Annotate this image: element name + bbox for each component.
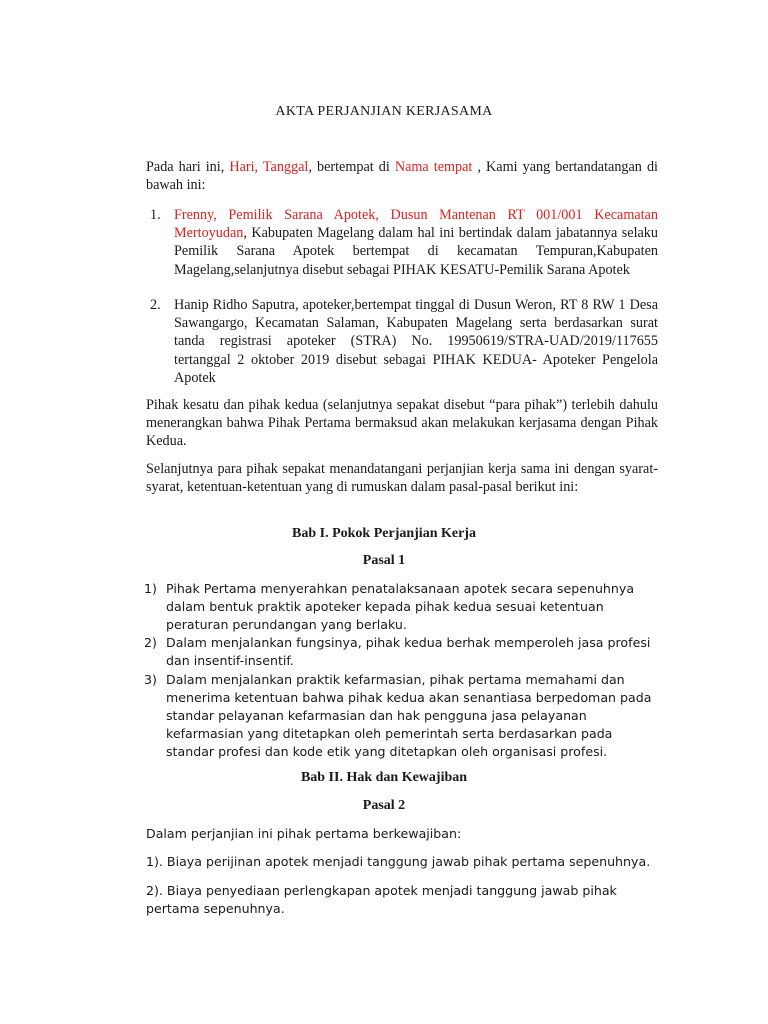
intro-text-1: Pada hari ini,	[146, 159, 230, 175]
intro-text-3: , Kami yang bertandatangan di bawah ini:	[146, 159, 658, 194]
list-number: 2)	[144, 635, 157, 650]
document-title: AKTA PERJANJIAN KERJASAMA	[275, 104, 493, 119]
party-1-red-text: Frenny, Pemilik Sarana Apotek, Dusun Mantenan RT 001/001 Kecamatan Mertoyudan	[174, 207, 658, 242]
pasal-1-item-2	[144, 634, 664, 670]
party-number: 2.	[150, 297, 161, 313]
list-number: 3)	[144, 672, 157, 687]
intro-place: Nama tempat	[394, 159, 473, 175]
pasal-1-item-3	[144, 671, 664, 761]
paragraph-para-pihak: Pihak kesatu dan pihak kedua (selanjutnya sepakat disebut “para pihak”) terlebih dahulu menerangkan bahwa Pihak Pertama bermaksud akan melakukan kerjasama dengan Pihak Kedua.	[146, 397, 658, 450]
intro-text-2: , bertempat di	[308, 159, 395, 175]
pasal-2-point-1: 1). Biaya perijinan apotek menjadi tanggung jawab pihak pertama sepenuhnya.	[146, 854, 651, 869]
party-number: 1.	[150, 207, 161, 223]
bab-2-heading: Bab II. Hak dan Kewajiban	[300, 770, 468, 785]
party-item-2	[146, 296, 658, 387]
pasal-2-heading: Pasal 2	[362, 798, 406, 813]
party-2-text: Hanip Ridho Saputra, apoteker,bertempat tinggal di Dusun Weron, RT 8 RW 1 Desa Sawangargo, Kecamatan Salaman, Kabupaten Magelang serta berdasarkan surat tanda registrasi apoteker (STRA) No. 19950619/STRA-UAD/2019/117655 tertanggal 2 oktober 2019 disebut sebagai PIHAK KEDUA- Apoteker Pengelola Apotek	[174, 297, 658, 386]
intro-paragraph	[146, 158, 658, 194]
bab-1-heading: Bab I. Pokok Perjanjian Kerja	[292, 526, 476, 541]
list-text: Pihak Pertama menyerahkan penatalaksanaan apotek secara sepenuhnya dalam bentuk praktik apoteker kepada pihak kedua sesuai ketentuan peraturan perundangan yang berlaku.	[166, 581, 635, 632]
list-text: Dalam menjalankan fungsinya, pihak kedua berhak memperoleh jasa profesi dan insentif-insentif.	[166, 635, 651, 668]
party-1-text: , Kabupaten Magelang dalam hal ini bertindak dalam jabatannya selaku Pemilik Sarana Apotek bertempat di kecamatan Tempuran,Kabupaten Magelang,selanjutnya disebut sebagai PIHAK KESATU-Pemilik Sarana Apotek	[174, 225, 658, 278]
party-item-1	[146, 206, 658, 279]
pasal-2-intro: Dalam perjanjian ini pihak pertama berkewajiban:	[146, 826, 462, 841]
list-number: 1)	[144, 581, 157, 596]
pasal-1-item-1	[144, 580, 664, 634]
list-text: Dalam menjalankan praktik kefarmasian, pihak pertama memahami dan menerima ketentuan bahwa pihak kedua akan senantiasa berpedoman pada standar pelayanan kefarmasian dan hak pengguna jasa pelayanan kefarmasian yang ditetapkan oleh pemerintah serta berdasarkan pada standar profesi dan kode etik yang ditetapkan oleh organisasi profesi.	[166, 672, 652, 759]
pasal-2-point-2: 2). Biaya penyediaan perlengkapan apotek menjadi tanggung jawab pihak pertama sepenuhnya.	[146, 883, 617, 916]
pasal-1-heading: Pasal 1	[362, 553, 406, 568]
paragraph-selanjutnya: Selanjutnya para pihak sepakat menandatangani perjanjian kerja sama ini dengan syarat-syarat, ketentuan-ketentuan yang di rumuskan dalam pasal-pasal berikut ini:	[146, 461, 658, 496]
intro-day-date: Hari, Tanggal	[229, 159, 309, 175]
